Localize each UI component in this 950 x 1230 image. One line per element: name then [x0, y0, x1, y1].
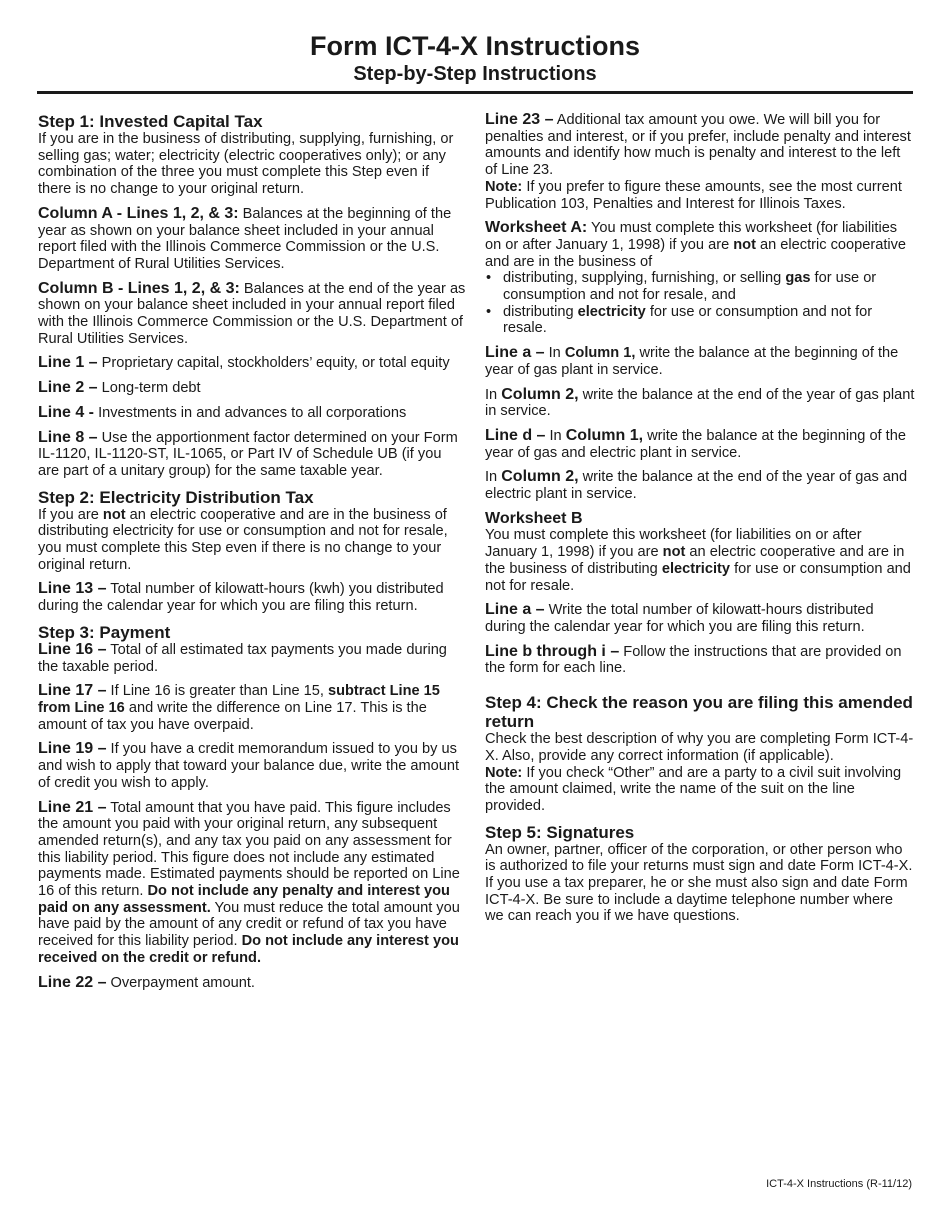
page-footer: ICT-4-X Instructions (R-11/12)	[766, 1178, 912, 1190]
line23-paragraph	[485, 112, 915, 179]
bullet-text: for use or consumption and not for resale, and	[503, 270, 877, 304]
line22-lead: Line 22 –	[38, 973, 107, 991]
line-d-lead: Line d –	[485, 426, 546, 444]
step2-body	[38, 507, 466, 574]
line21-lead: Line 21 –	[38, 798, 107, 816]
worksheet-a-lead: Worksheet A:	[485, 219, 588, 237]
step4-body: Check the best description of why you are completing Form ICT-4-X. Also, provide any correct information (if applicable).	[485, 731, 914, 764]
line16-lead: Line 16 –	[38, 640, 107, 658]
step4-note-lead: Note:	[485, 764, 523, 781]
step4-note	[485, 765, 915, 815]
line-a-pre: In	[544, 345, 565, 362]
left-column	[38, 112, 466, 999]
line17-paragraph	[38, 683, 466, 733]
header-divider	[37, 91, 913, 94]
worksheet-a-paragraph	[485, 220, 915, 270]
step4-heading: Step 4: Check the reason you are filing this amended return	[485, 693, 913, 732]
line4-text: Investments in and advances to all corporations	[94, 404, 407, 421]
line-a2-post: write the balance at the end of the year of gas plant in service.	[485, 386, 915, 420]
line2-paragraph	[38, 380, 466, 397]
line-b-i-text: Follow the instructions that are provided on the form for each line.	[485, 643, 902, 677]
line23-text: Additional tax amount you owe. We will bill you for penalties and interest, or if you prefer, include penalty and interest amounts and identify how much is penalty and interest to the left of Line 23.	[485, 112, 911, 179]
line1-paragraph	[38, 355, 466, 372]
line13-paragraph	[38, 581, 466, 614]
worksheet-b-line-b-i	[485, 644, 915, 677]
line13-text: Total number of kilowatt-hours (kwh) you distributed during the calendar year for which you are filing this return.	[38, 581, 444, 615]
line-a-col: Column 1,	[564, 345, 636, 362]
worksheet-b-bold2: electricity	[661, 560, 731, 577]
line4-paragraph	[38, 405, 466, 422]
line1-text: Proprietary capital, stockholders’ equity, or total equity	[97, 355, 450, 372]
line1-lead: Line 1 –	[38, 354, 98, 372]
line-d2-pre: In	[485, 469, 502, 486]
column-a-paragraph	[38, 206, 466, 273]
line-d-post: write the balance at the beginning of the year of gas and electric plant in service.	[485, 427, 906, 461]
line22-paragraph	[38, 975, 466, 992]
step4-note-text: If you check “Other” and are a party to a civil suit involving the amount claimed, write the name of the suit on the line provided.	[485, 764, 902, 814]
step5-body: An owner, partner, officer of the corporation, or other person who is authorized to file your returns must sign and date Form ICT-4-X. If you use a tax preparer, he or she must also sign and date Form ICT-4-X. Be sure to include a daytime telephone number where we can reach you if we have questions.	[485, 841, 913, 925]
column-a-lead: Column A - Lines 1, 2, & 3:	[38, 204, 239, 222]
bullet-bold: electricity	[577, 303, 646, 320]
line-a-col2-paragraph	[485, 387, 915, 420]
line21-bold1: Do not include any penalty and interest you paid on any assessment.	[38, 883, 450, 916]
step2-body-post: an electric cooperative and are in the business of distributing electricity for use or consumption and not for resale, you must complete this Step even if there is no change to your original return.	[38, 506, 448, 573]
bullet-bold: gas	[785, 270, 811, 287]
page-header	[0, 30, 950, 86]
worksheet-b-mid: an electric cooperative and are in the business of distributing	[485, 544, 905, 577]
worksheet-a-post: an electric cooperative and are in the business of	[485, 236, 907, 270]
column-a-text: Balances at the beginning of the year as shown on your balance sheet included in your annual report filed with the Illinois Commerce Commission or the U.S. Department of Rural Utilities Services.	[38, 205, 452, 272]
line-d-col: Column 1,	[565, 426, 644, 444]
line16-paragraph	[38, 642, 466, 675]
line17-bold: subtract Line 15 from Line 16	[38, 683, 440, 716]
column-b-lead: Column B - Lines 1, 2, & 3:	[38, 279, 240, 297]
line8-text: Use the apportionment factor determined on your Form IL-1120, IL-1120-ST, IL-1065, or Part IV of Schedule UB (if you are part of a unitary group) for the same taxable year.	[38, 429, 458, 479]
line17-pre: If Line 16 is greater than Line 15,	[106, 683, 328, 700]
bullet-text: for use or consumption and not for resale.	[503, 303, 873, 337]
worksheet-b-body	[485, 527, 915, 594]
line8-paragraph	[38, 430, 466, 480]
line21-bold2: Do not include any interest you received on the credit or refund.	[38, 933, 459, 966]
step2-body-bold: not	[102, 506, 126, 523]
worksheet-b-bold1: not	[662, 544, 686, 561]
line19-paragraph	[38, 741, 466, 791]
worksheet-b-post: for use or consumption and not for resale.	[485, 560, 911, 594]
right-column	[485, 112, 915, 933]
step3-heading: Step 3: Payment	[38, 622, 171, 642]
note1-paragraph	[485, 179, 915, 212]
worksheet-b-pre: You must complete this worksheet (for liabilities on or after January 1, 1998) if you are	[485, 527, 862, 561]
page-title: Form ICT-4-X Instructions	[309, 31, 641, 61]
line-d2-col: Column 2,	[501, 468, 579, 486]
line19-text: If you have a credit memorandum issued to you by us and wish to apply that toward your balance due, write the amount of credit you wish to apply.	[38, 741, 460, 791]
note1-text: If you prefer to figure these amounts, see the most current Publication 103, Penalties and Interest for Illinois Taxes.	[485, 178, 902, 212]
line-d-col1-paragraph	[485, 428, 915, 461]
line22-text: Overpayment amount.	[106, 974, 255, 991]
line-a2-pre: In	[485, 386, 502, 403]
line-d-pre: In	[545, 427, 566, 444]
bullet-text: distributing, supplying, furnishing, or selling	[503, 270, 786, 287]
note1-lead: Note:	[485, 178, 523, 195]
line21-paragraph	[38, 800, 466, 967]
line16-text: Total of all estimated tax payments you made during the taxable period.	[38, 641, 447, 675]
line-a-col1-paragraph	[485, 345, 915, 378]
wb-line-a-lead: Line a –	[485, 601, 545, 619]
line13-lead: Line 13 –	[38, 580, 107, 598]
line21-text2: You must reduce the total amount you have paid by the amount of any credit or refund of tax you have received for this liability period.	[38, 899, 460, 950]
worksheet-a-bold: not	[733, 236, 756, 253]
worksheet-b-line-a	[485, 602, 915, 635]
step1-heading: Step 1: Invested Capital Tax	[38, 112, 263, 131]
column-b-paragraph	[38, 281, 466, 348]
line17-post: and write the difference on Line 17. This is the amount of tax you have overpaid.	[38, 699, 427, 733]
list-item	[485, 270, 915, 303]
step2-heading: Step 2: Electricity Distribution Tax	[38, 487, 314, 507]
line23-lead: Line 23 –	[485, 111, 554, 128]
line8-lead: Line 8 –	[38, 428, 98, 446]
line-a-post: write the balance at the beginning of the year of gas plant in service.	[485, 345, 899, 378]
line2-text: Long-term debt	[97, 380, 201, 397]
line19-lead: Line 19 –	[38, 740, 107, 758]
line4-lead: Line 4 -	[38, 403, 95, 421]
line2-lead: Line 2 –	[38, 379, 98, 397]
column-b-text: Balances at the end of the year as shown on your balance sheet included in your annual report filed with the Illinois Commerce Commission or the U.S. Department of Rural Utilities Services.	[38, 280, 466, 347]
line-d-col2-paragraph	[485, 469, 915, 502]
wb-line-a-text: Write the total number of kilowatt-hours distributed during the calendar year for which you are filing this return.	[485, 602, 874, 635]
step5-heading: Step 5: Signatures	[485, 822, 635, 842]
line17-lead: Line 17 –	[38, 682, 107, 700]
worksheet-a-list	[485, 270, 915, 337]
worksheet-b-heading: Worksheet B	[485, 509, 583, 527]
step1-body: If you are in the business of distributing, supplying, furnishing, or selling gas; water; electricity (electric cooperatives only); or any combination of the three you must complete this Step even if there is no change to your original return.	[38, 131, 454, 198]
list-item	[485, 304, 915, 337]
line21-text1: Total amount that you have paid. This figure includes the amount you paid with your original return, any subsequent amended return(s), and any tax you paid on any assessment for this liability period. This figure does not include any estimated payments made. Estimated payments should be reported on Line 16 of this return.	[38, 799, 460, 900]
worksheet-a-pre: You must complete this worksheet (for liabilities on or after January 1, 1998) if you are	[485, 220, 898, 253]
line-d2-post: write the balance at the end of the year of gas and electric plant in service.	[485, 469, 908, 503]
page-subtitle: Step-by-Step Instructions	[353, 63, 597, 85]
line-b-i-lead: Line b through i –	[485, 642, 620, 660]
bullet-text: distributing	[503, 303, 578, 320]
line-a-lead: Line a –	[485, 344, 545, 362]
line-a2-col: Column 2,	[501, 385, 579, 403]
step2-body-pre: If you are	[38, 506, 103, 523]
